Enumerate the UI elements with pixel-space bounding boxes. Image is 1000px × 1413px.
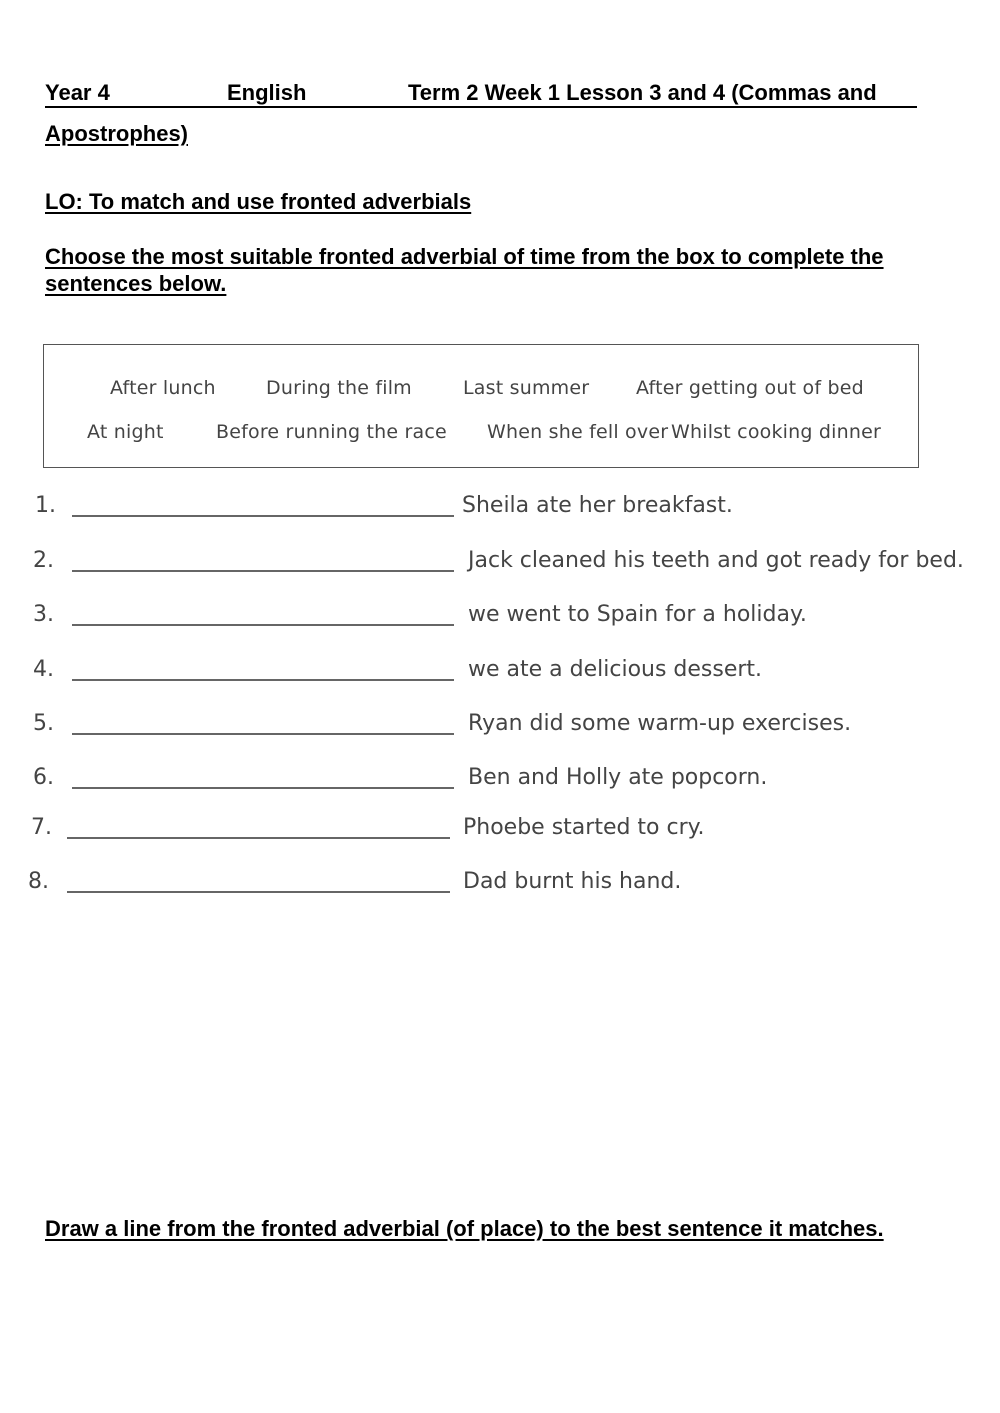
sentence-row (0, 602, 1000, 642)
answer-blank[interactable] (72, 787, 454, 789)
sentence-row (0, 493, 1000, 533)
word-option: After lunch (110, 377, 216, 399)
answer-blank[interactable] (72, 624, 454, 626)
header-lesson: Term 2 Week 1 Lesson 3 and 4 (Commas and (408, 80, 877, 105)
sentence-row (0, 815, 1000, 855)
header-line (45, 80, 920, 108)
answer-blank[interactable] (67, 891, 450, 893)
header-subject: English (227, 80, 307, 105)
sentence-number: 5. (33, 711, 54, 736)
sentence-text: we went to Spain for a holiday. (468, 602, 807, 627)
answer-blank[interactable] (72, 570, 454, 572)
learning-objective: LO: To match and use fronted adverbials (45, 189, 472, 214)
word-option: Whilst cooking dinner (671, 421, 882, 443)
sentence-row (0, 869, 1000, 909)
sentence-number: 3. (33, 602, 54, 627)
answer-blank[interactable] (67, 837, 450, 839)
sentence-number: 8. (28, 869, 49, 894)
word-option: After getting out of bed (636, 377, 864, 399)
sentence-row (0, 765, 1000, 805)
answer-blank[interactable] (72, 679, 454, 681)
sentence-number: 6. (33, 765, 54, 790)
sentence-text: Phoebe started to cry. (463, 815, 705, 840)
sentence-text: we ate a delicious dessert. (468, 657, 763, 682)
sentence-number: 7. (31, 815, 52, 840)
word-box (43, 344, 919, 468)
sentence-text: Sheila ate her breakfast. (462, 493, 733, 518)
answer-blank[interactable] (72, 515, 454, 517)
sentence-text: Jack cleaned his teeth and got ready for bed. (468, 548, 964, 573)
sentence-row (0, 711, 1000, 751)
sentence-text: Dad burnt his hand. (463, 869, 682, 894)
sentence-row (0, 657, 1000, 697)
header-underline (45, 106, 917, 108)
instruction-time: Choose the most suitable fronted adverbial of time from the box to complete the sentences below. (45, 244, 884, 296)
answer-blank[interactable] (72, 733, 454, 735)
word-option: Last summer (463, 377, 590, 399)
sentence-text: Ryan did some warm-up exercises. (468, 711, 852, 736)
header-year: Year 4 (45, 80, 110, 105)
word-option: Before running the race (216, 421, 447, 443)
word-option: At night (87, 421, 164, 443)
header-lesson-continued: Apostrophes) (45, 121, 188, 146)
word-option: When she fell over (487, 421, 669, 443)
sentence-number: 4. (33, 657, 54, 682)
word-option: During the film (266, 377, 412, 399)
sentence-text: Ben and Holly ate popcorn. (468, 765, 768, 790)
instruction-place: Draw a line from the fronted adverbial (of place) to the best sentence it matches. (45, 1216, 884, 1241)
sentence-row (0, 548, 1000, 588)
sentence-number: 2. (33, 548, 54, 573)
sentence-number: 1. (35, 493, 56, 518)
